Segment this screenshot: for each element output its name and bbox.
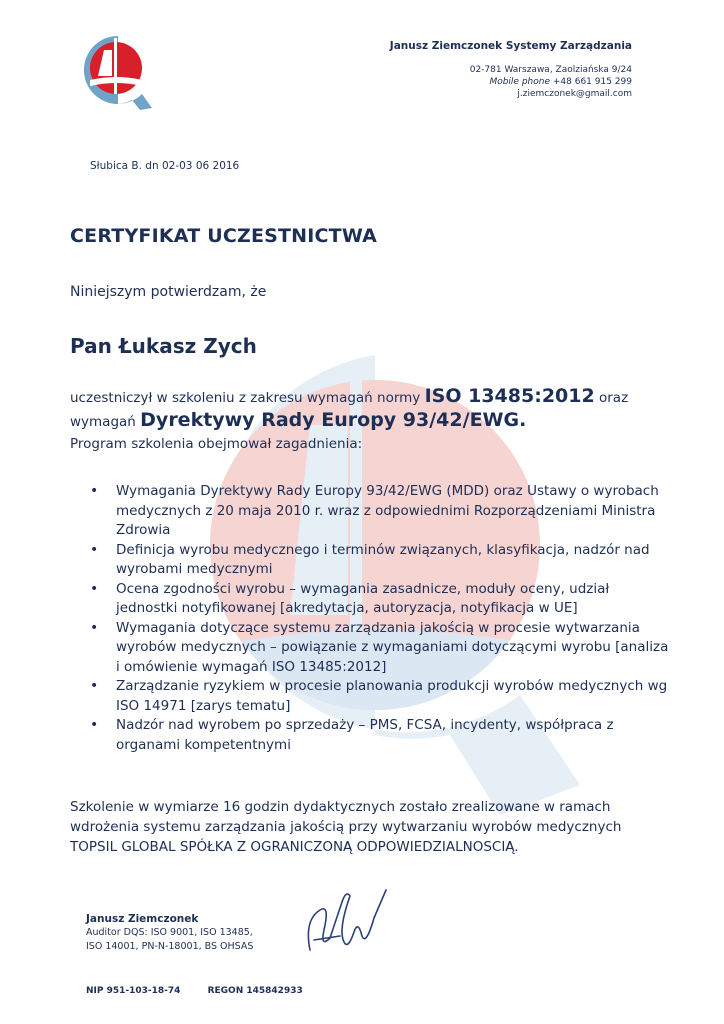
company-address: 02-781 Warszawa, Zaolziańska 9/24: [469, 65, 632, 75]
company-email: j.ziemczonek@gmail.com: [517, 89, 632, 99]
standard-name: ISO 13485:2012: [424, 385, 595, 407]
directive-name: Dyrektywy Rady Europy 93/42/EWG.: [140, 409, 527, 431]
auditor-credentials: Auditor DQS: ISO 9001, ISO 13485,: [86, 927, 253, 938]
auditor-name: Janusz Ziemczonek: [86, 913, 199, 925]
summary-line: Szkolenie w wymiarze 16 godzin dydaktycznych zostało zrealizowane w ramach: [70, 799, 611, 815]
company-phone: [390, 76, 632, 88]
list-item: [90, 716, 670, 755]
regon-number: REGON 145842933: [207, 986, 303, 996]
training-summary: [70, 797, 670, 857]
body-part1: uczestniczył w szkoleniu z zakresu wymagań normy: [70, 390, 425, 406]
certificate-title: CERTYFIKAT UCZESTNICTWA: [70, 225, 378, 247]
topics-list: [90, 482, 670, 755]
bullet-icon: •: [90, 541, 99, 558]
topic-text: Wymagania Dyrektywy Rady Europy 93/42/EWG (MDD) oraz Ustawy o wyrobach medycznych z 20 maja 2010 r. wraz z odpowiednimi Rozporządzeniami Ministra Zdrowia: [116, 483, 659, 538]
body-part3: wymagań: [70, 414, 141, 430]
body-part2: oraz: [594, 390, 629, 406]
bullet-icon: •: [90, 580, 99, 597]
company-name: Janusz Ziemczonek Systemy Zarządzania: [389, 40, 632, 52]
registration-numbers: [86, 986, 327, 996]
topic-text: Definicja wyrobu medycznego i terminów związanych, klasyfikacja, nadzór nad wyrobami medycznymi: [116, 541, 650, 577]
list-item: [90, 677, 670, 716]
signature-icon: [290, 880, 400, 960]
bullet-icon: •: [90, 619, 99, 636]
nip-number: NIP 951-103-18-74: [86, 986, 181, 996]
list-item: [90, 541, 670, 580]
list-item: [90, 580, 670, 619]
auditor-block: [86, 912, 253, 954]
phone-number: +48 661 915 299: [552, 77, 632, 87]
topic-text: Ocena zgodności wyrobu – wymagania zasadnicze, moduły oceny, udział jednostki notyfikowanej [akredytacja, autoryzacja, notyfikacja w UE]: [116, 580, 610, 616]
participant-name: Pan Łukasz Zych: [70, 334, 257, 358]
topic-text: Wymagania dotyczące systemu zarządzania jakością w procesie wytwarzania wyrobów medycznych – powiązanie z wymaganiami dotyczącymi wyrobu [analiza i omówienie wymagań ISO 13485:2012]: [116, 619, 669, 675]
issue-date: Słubica B. dn 02-03 06 2016: [90, 160, 240, 172]
bullet-icon: •: [90, 483, 99, 499]
summary-line: wdrożenia systemu zarządzania jakością przy wytwarzaniu wyrobów medycznych: [70, 819, 622, 835]
phone-label: Mobile phone: [489, 77, 550, 87]
company-header: [390, 40, 632, 100]
company-logo-icon: [78, 30, 158, 110]
list-item: [90, 619, 670, 678]
topic-text: Nadzór nad wyrobem po sprzedaży – PMS, FCSA, incydenty, współpraca z organami kompetentnymi: [116, 717, 614, 753]
bullet-icon: •: [90, 717, 99, 733]
summary-company: TOPSIL GLOBAL SPÓŁKA Z OGRANICZONĄ ODPOWIEDZIALNOSCIĄ.: [70, 839, 519, 855]
program-intro: Program szkolenia obejmował zagadnienia:: [70, 436, 363, 452]
training-description: [70, 385, 670, 455]
auditor-credentials: ISO 14001, PN-N-18001, BS OHSAS: [86, 941, 254, 952]
list-item: [90, 482, 670, 541]
topic-text: Zarządzanie ryzykiem w procesie planowania produkcji wyrobów medycznych wg ISO 14971 [zarys tematu]: [116, 678, 668, 714]
bullet-icon: •: [90, 678, 99, 694]
confirmation-text: Niniejszym potwierdzam, że: [70, 284, 267, 300]
